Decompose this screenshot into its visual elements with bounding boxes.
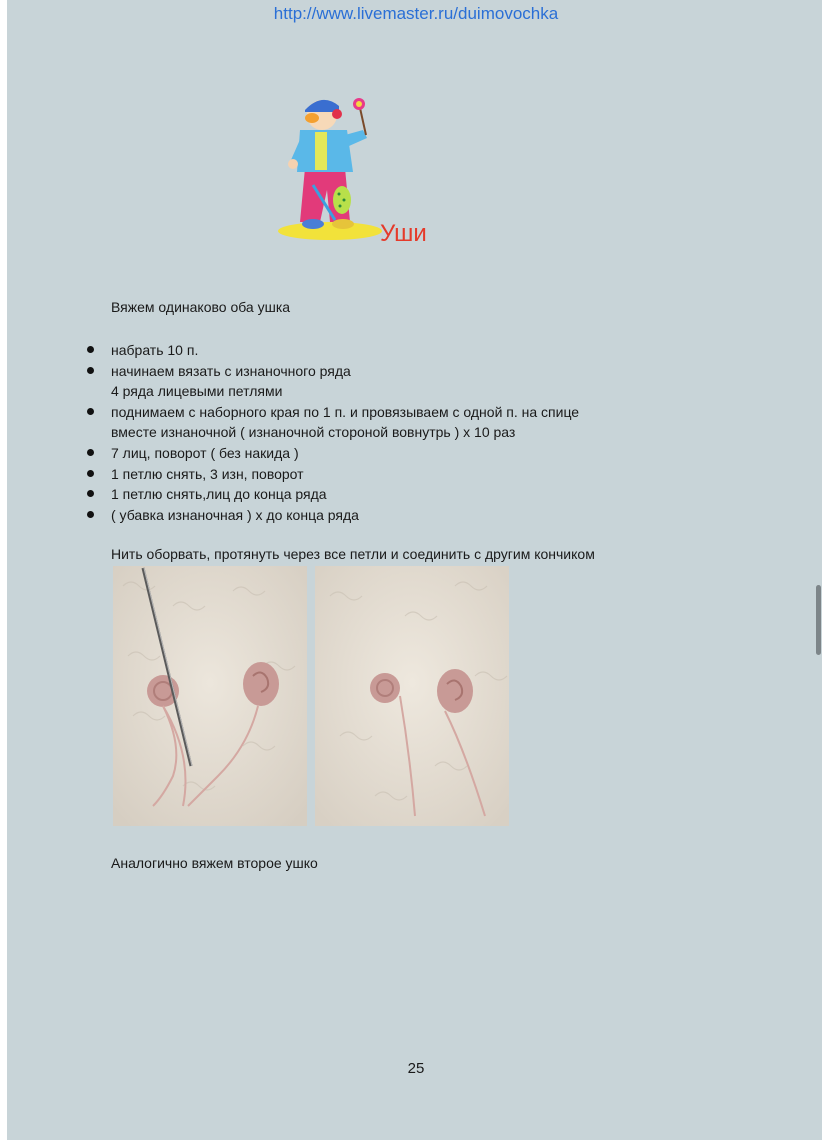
- list-item: 7 лиц, поворот ( без накида ): [86, 443, 686, 464]
- steps-list: [86, 340, 686, 525]
- header-url-link[interactable]: http://www.livemaster.ru/duimovochka: [273, 4, 559, 23]
- list-item: 1 петлю снять, 3 изн, поворот: [86, 464, 686, 485]
- bullet-icon: [87, 511, 94, 518]
- list-item: набрать 10 п.: [86, 340, 686, 361]
- page-number: 25: [407, 1060, 425, 1077]
- scrollbar-thumb[interactable]: [816, 585, 821, 655]
- intro-text: Вяжем одинаково оба ушка: [111, 299, 291, 315]
- photo-ears: [315, 566, 509, 826]
- bullet-icon: [87, 470, 94, 477]
- bullet-icon: [87, 408, 94, 415]
- list-item: 1 петлю снять,лиц до конца ряда: [86, 484, 686, 505]
- list-item: ( убавка изнаночная ) х до конца ряда: [86, 505, 686, 526]
- bullet-icon: [87, 449, 94, 456]
- section-title: Уши: [380, 220, 427, 247]
- bullet-icon: [87, 346, 94, 353]
- bullet-icon: [87, 367, 94, 374]
- photo-ears-with-hook: [113, 566, 307, 826]
- list-item: начинаем вязать с изнаночного ряда 4 ряда лицевыми петлями: [86, 361, 686, 402]
- bullet-icon: [87, 490, 94, 497]
- outro-text: Аналогично вяжем второе ушко: [111, 855, 318, 871]
- list-item: поднимаем с наборного края по 1 п. и провязываем с одной п. на спице вместе изнаночной ( изнаночной стороной вовнутрь ) х 10 раз: [86, 402, 686, 443]
- clown-illustration: [275, 90, 395, 245]
- note-text: Нить оборвать, протянуть через все петли и соединить с другим кончиком: [111, 546, 595, 562]
